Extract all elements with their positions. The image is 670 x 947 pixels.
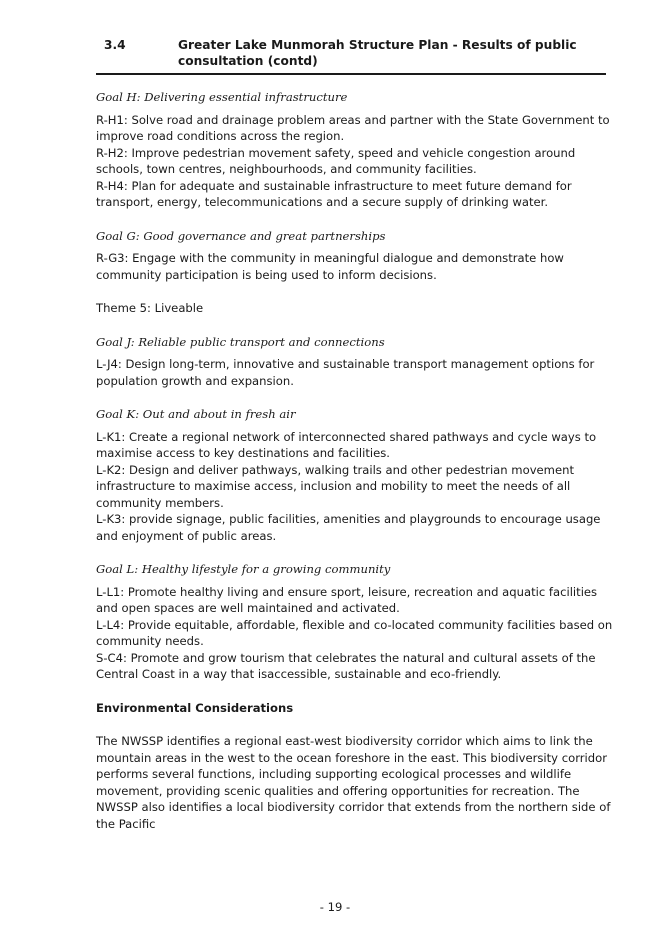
goal-heading: Goal H: Delivering essential infrastructure (96, 90, 348, 104)
goal-item: L-K1: Create a regional network of interconnected shared pathways and cycle ways to maximise access to key destinations and facilities. (96, 429, 597, 460)
environment-heading: Environmental Considerations (96, 700, 294, 715)
theme-label: Theme 5: Liveable (96, 301, 204, 315)
environment-paragraph: The NWSSP identifies a regional east-west biodiversity corridor which aims to link the mountain areas in the west to the ocean foreshore in the east. This biodiversity corridor performs several functions, including supporting ecological processes and wildlife movement, providing scenic qualities and offering opportunities for recreation. The NWSSP also identifies a local biodiversity corridor that extends from the northern side of the Pacific (96, 734, 611, 831)
goal-heading: Goal J: Reliable public transport and connections (96, 334, 385, 349)
page-number: - 19 - (319, 900, 351, 914)
goal-items (96, 250, 614, 283)
goal-items (96, 356, 614, 389)
goal-block-l (96, 561, 614, 683)
goal-items (96, 584, 614, 683)
goal-heading: Goal G: Good governance and great partnerships (96, 228, 386, 243)
goal-item: L-L1: Promote healthy living and ensure sport, leisure, recreation and aquatic facilities and open spaces are well maintained and activated. (96, 584, 598, 615)
goal-item: L-K3: provide signage, public facilities, amenities and playgrounds to encourage usage and enjoyment of public areas. (96, 512, 601, 543)
goal-block-h (96, 89, 614, 211)
section-number: 3.4 (104, 38, 126, 52)
section-header (96, 37, 606, 75)
goal-item: R-G3: Engage with the community in meaningful dialogue and demonstrate how community participation is being used to inform decisions. (96, 251, 564, 282)
goal-block-j (96, 334, 614, 390)
goal-block-k (96, 406, 614, 544)
goal-item: R-H1: Solve road and drainage problem areas and partner with the State Government to improve road conditions across the region. (96, 112, 610, 143)
goal-item: L-K2: Design and deliver pathways, walking trails and other pedestrian movement infrastructure to maximise access, inclusion and mobility to meet the needs of all community members. (96, 462, 575, 510)
goal-item: S-C4: Promote and grow tourism that celebrates the natural and cultural assets of the Central Coast in a way that isaccessible, sustainable and eco-friendly. (96, 650, 596, 681)
section-title: Greater Lake Munmorah Structure Plan - Results of public consultation (contd) (178, 38, 577, 68)
goal-item: L-L4: Provide equitable, affordable, flexible and co-located community facilities based on community needs. (96, 617, 613, 648)
goal-item: R-H2: Improve pedestrian movement safety, speed and vehicle congestion around schools, town centres, neighbourhoods, and community facilities. (96, 145, 576, 176)
goal-item: L-J4: Design long-term, innovative and sustainable transport management options for population growth and expansion. (96, 357, 595, 388)
goal-items (96, 429, 614, 545)
goal-heading: Goal L: Healthy lifestyle for a growing community (96, 562, 391, 576)
body-content (96, 89, 614, 832)
goal-heading: Goal K: Out and about in fresh air (96, 407, 296, 421)
goal-items (96, 112, 614, 211)
goal-block-g (96, 228, 614, 284)
goal-item: R-H4: Plan for adequate and sustainable infrastructure to meet future demand for transport, energy, telecommunications and a secure supply of drinking water. (96, 178, 572, 209)
